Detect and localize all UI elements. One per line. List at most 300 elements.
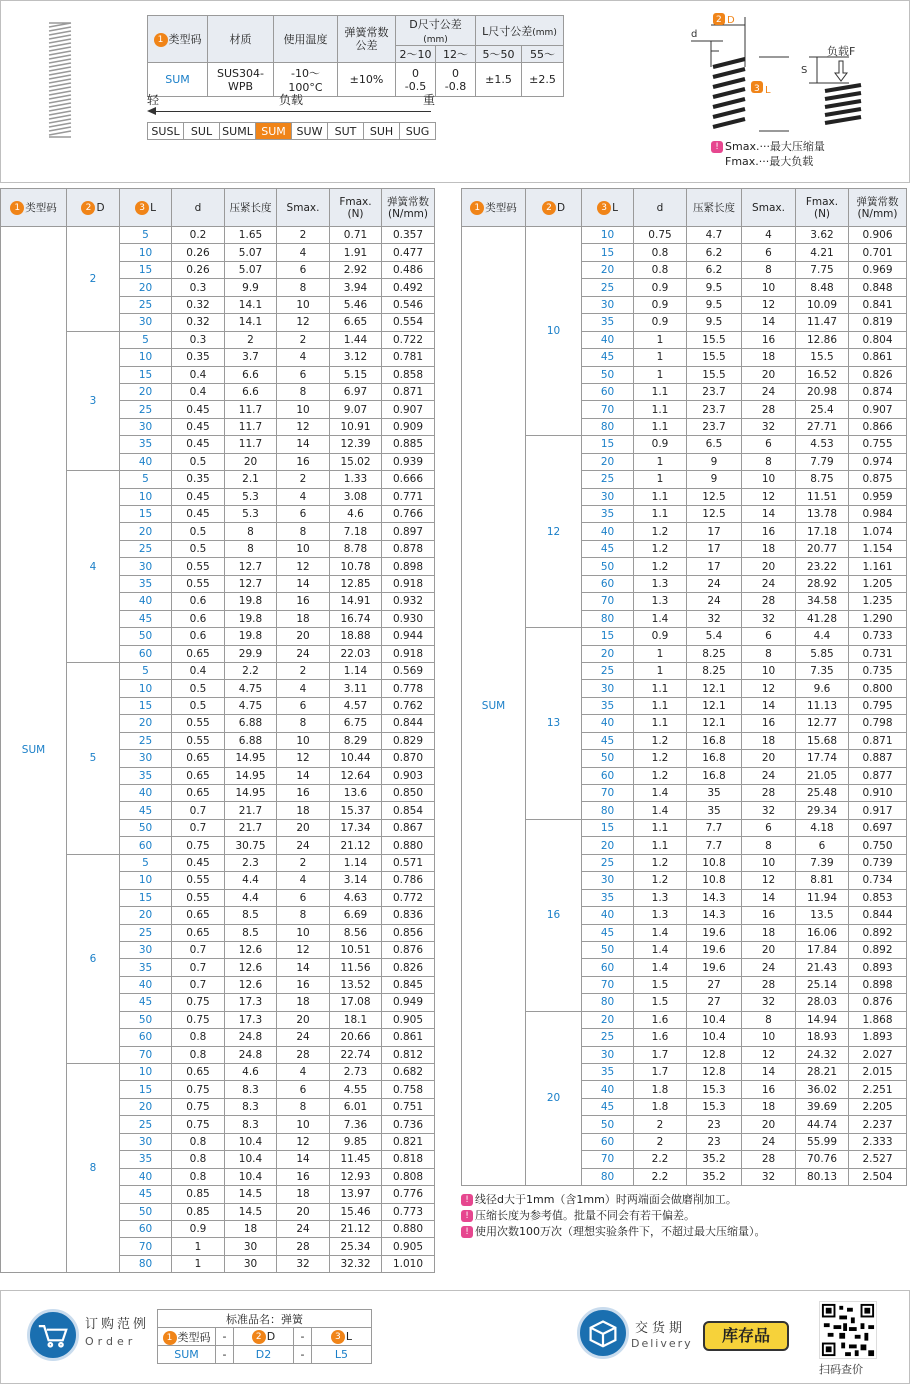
k-cell: 0.892 [849,924,907,941]
fmax-cell: 3.08 [330,488,382,505]
fmax-cell: 25.4 [796,401,849,418]
compress-cell: 8.5 [225,907,277,924]
wire-d-cell: 0.8 [634,244,687,261]
wire-d-cell: 1.1 [634,506,687,523]
l-cell: 35 [120,1151,172,1168]
d-group-cell: 3 [67,331,120,471]
d-group-cell: 8 [67,1064,120,1273]
k-cell: 0.762 [382,697,435,714]
wire-d-cell: 0.4 [172,662,225,679]
num-badge: 2 [252,1330,266,1344]
k-cell: 0.870 [382,750,435,767]
l-cell: 25 [120,401,172,418]
h-dtol-unit: (mm) [423,35,448,45]
table-row [462,227,907,244]
smax-cell: 28 [742,976,796,993]
l-cell: 15 [120,889,172,906]
fmax-cell: 23.22 [796,558,849,575]
smax-cell: 10 [742,854,796,871]
compress-cell: 1.65 [225,227,277,244]
compress-cell: 24 [687,593,742,610]
l-cell: 35 [120,959,172,976]
compress-cell: 8 [225,523,277,540]
fmax-cell: 41.28 [796,610,849,627]
qr-code-icon[interactable] [819,1301,877,1359]
fmax-cell: 16.52 [796,366,849,383]
smax-cell: 10 [277,540,330,557]
k-cell: 0.751 [382,1098,435,1115]
smax-cell: 32 [742,802,796,819]
th-smax: Smax. [277,189,330,227]
smax-cell: 4 [277,244,330,261]
l-cell: 30 [120,418,172,435]
compress-cell: 14.5 [225,1186,277,1203]
wire-d-cell: 1.4 [634,785,687,802]
smax-cell: 32 [742,1168,796,1185]
wire-d-cell: 0.9 [172,1220,225,1237]
wire-d-cell: 0.65 [172,1064,225,1081]
wire-d-cell: 1.4 [634,924,687,941]
num-badge: 3 [597,201,611,215]
smax-cell: 8 [742,261,796,278]
compress-cell: 14.95 [225,767,277,784]
top-notes [711,139,825,169]
fmax-cell: 3.12 [330,349,382,366]
compress-cell: 9 [687,471,742,488]
l-cell: 15 [582,819,634,836]
smax-cell: 14 [277,436,330,453]
spec-table [147,15,564,97]
diag-D: D [727,15,735,26]
k-cell: 0.778 [382,680,435,697]
type-option[interactable]: SUW [292,123,328,140]
smax-cell: 18 [277,1186,330,1203]
th-L: L [612,201,618,214]
smax-cell: 8 [277,907,330,924]
table-row [462,628,907,645]
type-option[interactable]: SUML [220,123,256,140]
smax-cell: 12 [277,558,330,575]
fmax-cell: 1.14 [330,854,382,871]
th-smax: Smax. [742,189,796,227]
type-selector [147,122,436,140]
fmax-cell: 10.51 [330,941,382,958]
footnotes [461,1192,766,1240]
l-cell: 25 [120,1116,172,1133]
compress-cell: 8.25 [687,645,742,662]
wire-d-cell: 1 [172,1238,225,1255]
type-option[interactable]: SUT [328,123,364,140]
k-cell: 0.861 [849,349,907,366]
compress-cell: 4.75 [225,680,277,697]
wire-d-cell: 0.4 [172,383,225,400]
wire-d-cell: 0.55 [172,715,225,732]
type-option[interactable]: SUH [364,123,400,140]
d-group-cell: 2 [67,227,120,332]
l-cell: 10 [120,1064,172,1081]
wire-d-cell: 1 [172,1255,225,1272]
smax-cell: 24 [277,1220,330,1237]
compress-cell: 14.1 [225,314,277,331]
smax-cell: 14 [277,767,330,784]
th-d: d [634,189,687,227]
smax-cell: 8 [742,1011,796,1028]
fmax-cell: 1.14 [330,662,382,679]
wire-d-cell: 0.75 [172,837,225,854]
compress-cell: 12.6 [225,959,277,976]
l-cell: 40 [582,331,634,348]
k-cell: 1.205 [849,575,907,592]
compress-cell: 15.5 [687,366,742,383]
compress-cell: 10.8 [687,872,742,889]
wire-d-cell: 0.45 [172,436,225,453]
smax-cell: 10 [277,296,330,313]
l-cell: 30 [120,558,172,575]
l-cell: 50 [120,1011,172,1028]
l-cell: 60 [120,837,172,854]
compress-cell: 4.7 [687,227,742,244]
smax-cell: 20 [742,750,796,767]
k-cell: 1.290 [849,610,907,627]
k-cell: 2.015 [849,1064,907,1081]
fmax-cell: 13.6 [330,785,382,802]
k-cell: 0.804 [849,331,907,348]
wire-d-cell: 1.7 [634,1064,687,1081]
compress-cell: 15.5 [687,331,742,348]
fmax-cell: 7.75 [796,261,849,278]
l-cell: 10 [120,680,172,697]
smax-cell: 20 [277,628,330,645]
table-row [1,227,435,244]
smax-cell: 14 [742,1064,796,1081]
l-cell: 45 [120,994,172,1011]
smax-cell: 4 [277,1064,330,1081]
k-cell: 0.892 [849,941,907,958]
th-fmax-unit: (N) [347,207,364,220]
type-option[interactable]: SUM [256,123,292,140]
fmax-cell: 21.12 [330,837,382,854]
spec-panel [0,0,910,183]
compress-cell: 14.1 [225,296,277,313]
wire-d-cell: 1.2 [634,767,687,784]
smax-cell: 8 [277,715,330,732]
k-cell: 0.486 [382,261,435,278]
wire-d-cell: 0.7 [172,959,225,976]
fmax-cell: 8.29 [330,732,382,749]
l-cell: 45 [120,610,172,627]
l-cell: 35 [120,436,172,453]
compress-cell: 32 [687,610,742,627]
k-cell: 0.819 [849,314,907,331]
load-light: 轻 [147,93,160,107]
order-dash: - [294,1328,312,1346]
wire-d-cell: 2.2 [634,1151,687,1168]
smax-cell: 2 [277,471,330,488]
l-cell: 70 [120,1238,172,1255]
wire-d-cell: 1.1 [634,383,687,400]
wire-d-cell: 1.1 [634,697,687,714]
compress-cell: 6.88 [225,732,277,749]
k-cell: 0.939 [382,453,435,470]
wire-d-cell: 0.8 [172,1046,225,1063]
wire-d-cell: 0.75 [172,1081,225,1098]
k-cell: 0.733 [849,628,907,645]
compress-cell: 14.95 [225,785,277,802]
compress-cell: 8 [225,540,277,557]
compress-cell: 27 [687,976,742,993]
fmax-cell: 8.78 [330,540,382,557]
k-cell: 0.984 [849,506,907,523]
l-cell: 45 [582,732,634,749]
wire-d-cell: 1.5 [634,976,687,993]
wire-d-cell: 1.1 [634,488,687,505]
fmax-cell: 0.71 [330,227,382,244]
compress-cell: 14.95 [225,750,277,767]
order-dash: - [216,1328,234,1346]
fmax-cell: 14.94 [796,1011,849,1028]
smax-cell: 12 [742,296,796,313]
fmax-cell: 20.77 [796,540,849,557]
wire-d-cell: 1 [634,453,687,470]
fmax-cell: 9.6 [796,680,849,697]
type-option[interactable]: SUL [184,123,220,140]
l-cell: 30 [120,750,172,767]
smax-cell: 20 [277,1011,330,1028]
wire-d-cell: 1.1 [634,715,687,732]
compress-cell: 12.1 [687,697,742,714]
fmax-cell: 28.03 [796,994,849,1011]
fmax-cell: 12.93 [330,1168,382,1185]
l-cell: 40 [120,1168,172,1185]
spec-temp: -10～100°C [274,63,338,97]
wire-d-cell: 0.75 [172,1116,225,1133]
footnote-3: 使用次数100万次（理想实验条件下，不超过最大压缩量）。 [475,1225,766,1238]
k-cell: 0.918 [382,575,435,592]
compress-cell: 10.8 [687,854,742,871]
smax-cell: 14 [742,697,796,714]
fmax-cell: 15.68 [796,732,849,749]
k-cell: 0.798 [849,715,907,732]
l-cell: 25 [582,854,634,871]
compress-cell: 17 [687,523,742,540]
h-temp: 使用温度 [274,16,338,63]
compress-cell: 10.4 [225,1168,277,1185]
compress-cell: 20 [225,453,277,470]
l-cell: 60 [582,383,634,400]
h-ltol: L尺寸公差 [482,24,533,38]
smax-cell: 28 [742,401,796,418]
smax-cell: 20 [742,558,796,575]
l-cell: 45 [120,1186,172,1203]
compress-cell: 12.7 [225,558,277,575]
compress-cell: 35 [687,785,742,802]
fmax-cell: 28.92 [796,575,849,592]
dtol2b: -0.8 [444,79,467,93]
wire-d-cell: 1.3 [634,907,687,924]
stock-badge: 库存品 [703,1321,789,1351]
l-cell: 50 [120,819,172,836]
k-cell: 1.868 [849,1011,907,1028]
l-cell: 20 [582,1011,634,1028]
fmax-cell: 34.58 [796,593,849,610]
footnote-1: 线径d大于1mm（含1mm）时两端面会做磨削加工。 [475,1193,737,1206]
fmax-cell: 1.44 [330,331,382,348]
k-cell: 0.905 [382,1238,435,1255]
compress-cell: 8.3 [225,1116,277,1133]
k-cell: 0.736 [382,1116,435,1133]
order-title-en: Order [85,1335,137,1348]
l-cell: 30 [120,1133,172,1150]
num-badge: 2 [542,201,556,215]
compress-cell: 12.1 [687,715,742,732]
fmax-cell: 7.39 [796,854,849,871]
l-cell: 15 [582,628,634,645]
fmax-cell: 27.71 [796,418,849,435]
compress-cell: 2 [225,331,277,348]
smax-cell: 12 [277,1133,330,1150]
l-cell: 20 [120,383,172,400]
compress-cell: 23.7 [687,418,742,435]
compress-cell: 15.5 [687,349,742,366]
type-option[interactable]: SUSL [148,123,184,140]
type-option[interactable]: SUG [400,123,436,140]
k-cell: 0.876 [849,994,907,1011]
fmax-cell: 4.57 [330,697,382,714]
k-cell: 0.554 [382,314,435,331]
d-group-cell: 12 [526,436,582,628]
compress-cell: 11.7 [225,401,277,418]
d-group-cell: 20 [526,1011,582,1185]
diag-num3: 3 [754,84,760,94]
wire-d-cell: 0.55 [172,732,225,749]
k-cell: 0.871 [382,383,435,400]
compress-cell: 16.8 [687,732,742,749]
smax-cell: 12 [277,314,330,331]
k-cell: 0.739 [849,854,907,871]
wire-d-cell: 1.2 [634,558,687,575]
compress-cell: 5.3 [225,506,277,523]
note-icon: ! [711,141,723,153]
smax-cell: 18 [277,802,330,819]
fmax-cell: 25.48 [796,785,849,802]
k-cell: 0.875 [849,471,907,488]
smax-cell: 6 [277,366,330,383]
h-material: 材质 [208,16,274,63]
smax-cell: 16 [742,907,796,924]
smax-cell: 4 [277,488,330,505]
k-cell: 0.734 [849,872,907,889]
k-cell: 0.854 [382,802,435,819]
compress-cell: 23 [687,1116,742,1133]
l-cell: 80 [582,994,634,1011]
compress-cell: 23 [687,1133,742,1150]
fmax-cell: 22.74 [330,1046,382,1063]
wire-d-cell: 1.3 [634,575,687,592]
num-badge: 2 [81,201,95,215]
k-cell: 0.907 [849,401,907,418]
fmax-cell: 12.64 [330,767,382,784]
th-type: 类型码 [25,201,57,214]
fmax-cell: 36.02 [796,1081,849,1098]
k-cell: 0.887 [849,750,907,767]
k-cell: 0.876 [382,941,435,958]
compress-cell: 11.7 [225,436,277,453]
wire-d-cell: 1 [634,331,687,348]
fmax-cell: 17.18 [796,523,849,540]
compress-cell: 19.8 [225,610,277,627]
d-group-cell: 5 [67,662,120,854]
smax-cell: 8 [277,383,330,400]
k-cell: 0.477 [382,244,435,261]
wire-d-cell: 2.2 [634,1168,687,1185]
l-cell: 20 [120,715,172,732]
compress-cell: 5.07 [225,244,277,261]
k-cell: 0.866 [849,418,907,435]
wire-d-cell: 1 [634,645,687,662]
wire-d-cell: 0.7 [172,976,225,993]
compress-cell: 12.1 [687,680,742,697]
l-cell: 25 [120,732,172,749]
smax-cell: 10 [277,1116,330,1133]
compress-cell: 12.5 [687,506,742,523]
compress-cell: 4.4 [225,889,277,906]
k-cell: 0.949 [382,994,435,1011]
d-range-1: 2～10 [396,46,436,63]
th-k: 弹簧常数 [856,195,899,208]
compress-cell: 35 [687,802,742,819]
k-cell: 0.856 [382,924,435,941]
compress-cell: 16.8 [687,767,742,784]
h-const: 弹簧常数公差 [338,16,396,63]
compress-cell: 35.2 [687,1168,742,1185]
order-dash: - [216,1346,234,1364]
wire-d-cell: 0.8 [172,1151,225,1168]
k-cell: 0.898 [849,976,907,993]
l-cell: 20 [120,1098,172,1115]
l-cell: 15 [120,697,172,714]
l-cell: 45 [582,349,634,366]
k-cell: 0.821 [382,1133,435,1150]
smax-cell: 32 [742,418,796,435]
wire-d-cell: 0.45 [172,418,225,435]
wire-d-cell: 0.65 [172,645,225,662]
wire-d-cell: 1.8 [634,1098,687,1115]
fmax-cell: 18.93 [796,1029,849,1046]
l-cell: 70 [582,976,634,993]
fmax-cell: 15.46 [330,1203,382,1220]
l-cell: 30 [120,941,172,958]
fmax-cell: 16.74 [330,610,382,627]
wire-d-cell: 0.8 [172,1029,225,1046]
delivery-title-en: Delivery [631,1337,693,1350]
compress-cell: 17.3 [225,1011,277,1028]
l-cell: 20 [120,523,172,540]
l-cell: 50 [582,1116,634,1133]
type-cell: SUM [462,227,526,1186]
wire-d-cell: 1 [634,662,687,679]
wire-d-cell: 0.35 [172,471,225,488]
compress-cell: 14.3 [687,907,742,924]
dtol2: 0 [452,66,459,80]
compress-cell: 8.3 [225,1098,277,1115]
k-cell: 0.357 [382,227,435,244]
fmax-cell: 7.36 [330,1116,382,1133]
fmax-cell: 1.33 [330,471,382,488]
fmax-cell: 17.84 [796,941,849,958]
l-cell: 5 [120,227,172,244]
wire-d-cell: 0.8 [172,1133,225,1150]
wire-d-cell: 1.1 [634,837,687,854]
